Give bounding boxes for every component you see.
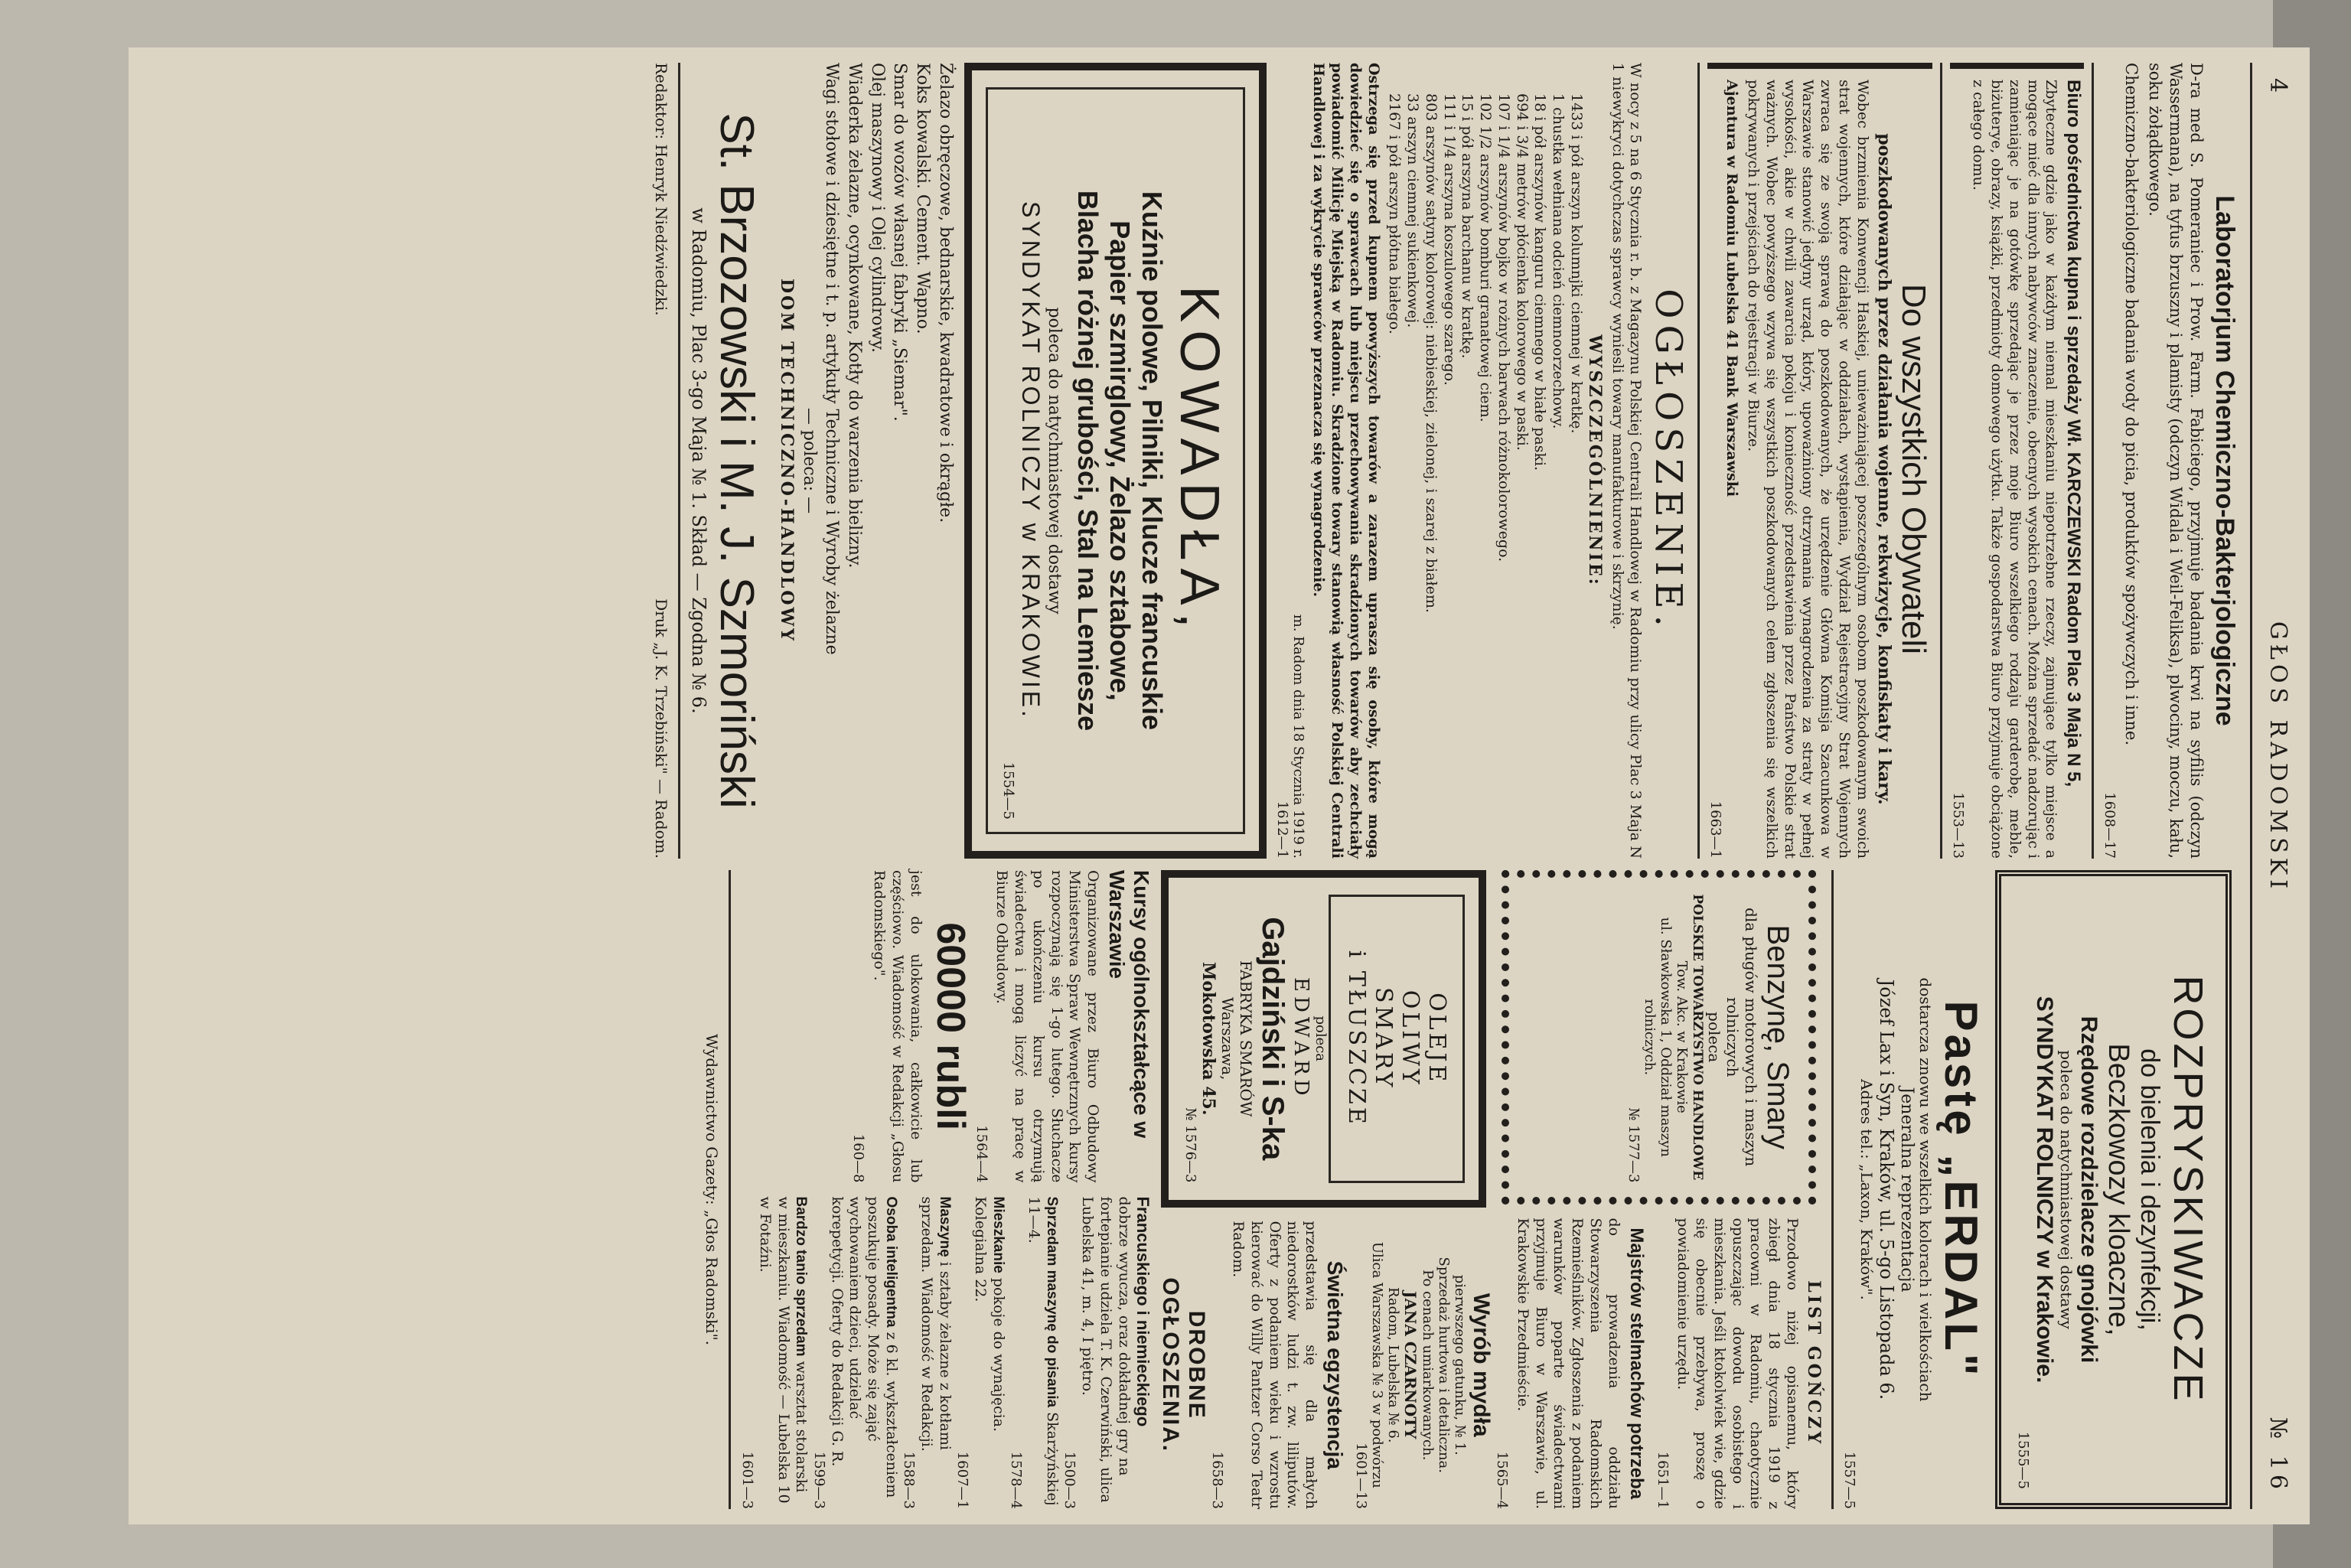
list-item: 1 chustka wełniana odcień ciemnoorzechowy. <box>1550 93 1567 429</box>
erdal-line-1: dostarcza znowu we wszelkich kolorach i wielkościach <box>1916 977 1935 1402</box>
small-ad-text: Skarżyńskiej 11—4. <box>1026 1196 1061 1506</box>
rozpryskiwacze-seller: SYNDYKAT ROLNICZY w Krakowie. <box>2032 996 2057 1384</box>
masthead: GŁOS RADOMSKI <box>2265 621 2291 894</box>
rozpryskiwacze-line-2: Beczkowozy kloaczne, <box>2102 1043 2134 1336</box>
rubli-text: jest do ulokowania, całkowicie lub częściowo. Wiadomość w Redakcji „Głosu Radomskiego". <box>871 870 924 1183</box>
obywatele-ref: 1663—1 <box>1707 800 1724 859</box>
ogloszenie-text: W nocy z 5 na 6 Stycznia r. b. z Magazynu Polskiej Centrali Handlowej w Radomiu przy ulicy Plac 3 Maja N 1 niewykryci dotychczas sprawcy wyniesli towary manufakturowe i skrzynię. <box>1609 63 1645 859</box>
majstrow-ref: 1565—4 <box>1494 1451 1511 1509</box>
rozpryskiwacze-ad <box>1995 870 2232 1509</box>
erdal-ad <box>1841 870 1987 1509</box>
zelazo-dom: DOM TECHNICZNO-HANDLOWY <box>776 279 797 643</box>
oleje-line: OLEJE <box>1423 993 1451 1085</box>
ogloszenie-ad <box>1274 63 1691 859</box>
swietna-title: Świetna egzystencja <box>1323 1260 1348 1469</box>
kowadla-ad <box>964 63 1267 859</box>
kowadla-title: KOWADŁA, <box>1168 285 1230 636</box>
erdal-ref: 1557—5 <box>1841 1451 1857 1509</box>
drobne-title: DROBNE OGŁOSZENIA. <box>1158 1277 1210 1453</box>
benzyna-line-3: ul. Sławkowska 1, Oddział maszyn rolniczych. <box>1642 917 1674 1157</box>
ogloszenie-date: m. Radom dnia 18 Stycznia 1919 r. <box>1290 614 1306 859</box>
lab-text: D-ra med S. Pomeraniec i Prow. Farm. Fabiciego, przyjmuje badania krwi na syfilis (odczyn Wassermana), na tyfus brzuszny i plamisty (odczyn Widala i Weil-Feliksa), plwociny, moczu, kału, soku żołądkowego. <box>2146 63 2206 859</box>
kursy-title: Kursy ogólnokształcące w Warszawie <box>1105 870 1154 1139</box>
small-ad-text: warsztat stolarski w mieszkaniu. Wiadomość — Lubelska 10 w Fotaźni. <box>757 1196 810 1504</box>
small-ad-head: Osoba inteligentna <box>883 1196 899 1328</box>
divider <box>1940 63 1942 859</box>
ogloszenie-items <box>1385 63 1585 859</box>
small-ads <box>739 1197 1154 1510</box>
rozpryskiwacze-line-1: do bielenia i dezynfekcji, <box>2135 1048 2164 1331</box>
rubli-amount: 60000 rubli <box>928 922 973 1131</box>
kowadla-line-2: Papier szmirglowy, Żelazo sztabowe, <box>1104 220 1136 701</box>
rozpryskiwacze-line-3: Rzędowe rozdzielacze gnojówki <box>2076 1015 2102 1364</box>
small-ad <box>1007 1197 1061 1510</box>
biuro-text: Zbyteczne gdzie jako w każdym niemal mieszkaniu niepotrzebne rzeczy, zajmujące tylko miejsce a mogące mieć dla innych nabywców znaczenie, obecnych wysokich cenach. Można sprzedać nadzorując i zamieniając je na gotówkę sprzedając je przez moje Biuro wszelkiego rodzaju garderobę, meble, biżuterye, obrazy, książki, przedmioty domowego użytku. Także gospodarstwa Biuro przyjmuje obciążone z całego domu. <box>1970 80 2060 859</box>
erdal-line-2: Jeneralna reprezentacja <box>1897 1087 1916 1293</box>
small-ad <box>739 1197 810 1510</box>
newspaper-page <box>145 63 2304 1509</box>
list-item: 15 i pół arszyna barchanu w kratkę. <box>1459 93 1476 359</box>
lab-ref: 1608—17 <box>2102 792 2118 859</box>
majstrow-text: do prowadzenia oddziału Stowarzyszenia Radomskich Rzemieślników. Zgłoszenia z podaniem warunków poparte świadectwami przyjmuje Biuro w Warszawie, ul. Krakowskie Przedmieście. <box>1515 1218 1622 1509</box>
small-ad <box>954 1197 1007 1510</box>
erdal-line-3: Józef Lax i Syn, Kraków, ul. 5-go Listopada 6. <box>1876 979 1897 1400</box>
page-header <box>2250 63 2304 1509</box>
small-ad-head: Sprzedam maszynę do pisania <box>1044 1196 1060 1408</box>
wyrob-line-4: Ulica Warszawska № 3 w podwórzu <box>1369 1241 1386 1488</box>
obywatele-title: Do wszystkich Obywateli <box>1894 283 1932 655</box>
wyrob-ad <box>1153 1221 1494 1510</box>
small-ad-head: Francuskiego i niemieckiego <box>1133 1196 1153 1427</box>
small-ad <box>810 1197 901 1510</box>
list-item: 803 arszynów satyny kolorowej: niebieskiej, zielonej, i szarej z białem. <box>1423 93 1440 613</box>
ogloszenie-ref: 1612—1 <box>1273 800 1290 859</box>
oleje-name-2: Gajdziński i S-ka <box>1256 917 1290 1161</box>
editor-credit: Redaktor: Henryk Niedźwiedzki. <box>652 63 671 316</box>
small-ad-ref: 1601—3 <box>739 1451 756 1509</box>
divider <box>2092 63 2095 859</box>
oleje-name-1: EDWARD <box>1290 977 1313 1100</box>
kowadla-ref: 1554—5 <box>999 761 1016 820</box>
zelazo-line: Koks kowalski. Cement. Wapno. <box>913 63 933 334</box>
small-ad-head: Mieszkanie <box>990 1196 1006 1273</box>
kowadla-poleca: poleca do natychmiastowej dostawy <box>1044 307 1064 614</box>
kursy-ad <box>739 870 1154 1183</box>
biuro-title: Biuro pośrednictwa kupna i sprzedaży Wł. KARCZEWSKI Radom Plac 3 Maja N 5, <box>2063 80 2085 787</box>
left-column <box>652 63 2239 859</box>
divider <box>729 870 731 1509</box>
lab-text-2: Chemiczno-bakteriologiczne badania wody do picia, produktów spożywczych i inne. <box>2122 63 2141 746</box>
wyrob-title: Wyrób mydła <box>1469 1293 1495 1437</box>
oleje-ad <box>1161 870 1486 1208</box>
erdal-title: Pastę „ERDAL" <box>1935 1000 1987 1379</box>
printer-credit: Druk „J. K. Trzebiński" — Radom. <box>652 598 671 859</box>
ogloszenie-title: OGŁOSZENIE. <box>1647 288 1691 633</box>
benzyna-ref: № 1577—3 <box>1625 1107 1642 1183</box>
oleje-line: i TŁUSZCZE <box>1343 950 1371 1127</box>
small-ad-text: i sztaby żelazne z kotłami sprzedam. Wiadomość w Redakcji. <box>918 1196 954 1452</box>
obywatele-subtitle: poszkodowanych przez działania wojenne, rekwizycje, konfiskaty i kary. <box>1873 133 1894 805</box>
swietna-ref: 1658—3 <box>1209 1451 1226 1509</box>
issue-number: № 16 <box>2265 1416 2291 1494</box>
oleje-line: SMARY <box>1370 987 1397 1090</box>
kowadla-seller: SYNDYKAT ROLNICZY w KRAKOWIE. <box>1016 201 1045 720</box>
footer-left <box>652 63 670 859</box>
firm-address: w Radomiu, Plac 3-go Maja № 1. Skład — Zgodna № 6. <box>688 207 710 714</box>
small-ad-head: Bardzo tanio sprzedam <box>793 1196 810 1357</box>
zelazo-line: Smar do wozów własnej fabryki „Siemar". <box>890 63 910 422</box>
small-ad-ref: 1588—3 <box>901 1451 918 1509</box>
erdal-line-4: Adres tel.: „Laxon, Kraków". <box>1857 1079 1876 1300</box>
row-kursy-small <box>739 870 1154 1509</box>
zelazo-poleca: — poleca: — <box>799 407 819 514</box>
small-ad <box>1061 1197 1153 1510</box>
list-goncza-title: LIST GOŃCZY <box>1804 1280 1824 1447</box>
list-goncza-ref: 1651—1 <box>1654 1451 1671 1509</box>
benzyna-line-2: Tow. Akc. w Krakowie <box>1674 960 1690 1113</box>
wyrob-line-3: Po cenach umiarkowanych. <box>1420 1270 1436 1461</box>
zelazo-line: Olej maszynowy i Olej cylindrowy. <box>867 63 887 353</box>
wyrob-address: Radom, Lubelska № 6. <box>1385 1286 1402 1443</box>
swietna-text: przedstawia się dla małych niedorostków ludzi t. zw. liliputów. Oferty z podaniem wieku i wzrostu kierować do Willy Pantzer Corso Teatr Radom. <box>1230 1221 1320 1509</box>
list-item: 1433 i pół arszyn kolumnjki ciemnej w kratkę. <box>1568 93 1585 434</box>
list-goncza-ad <box>1494 1218 1824 1510</box>
row-oleje-wyrob <box>1153 870 1494 1509</box>
list-item: 33 arszyn ciemnej sukienkowej. <box>1404 93 1422 328</box>
small-ad-ref: 1578—4 <box>1008 1451 1025 1509</box>
kursy-ref: 1564—4 <box>973 1125 990 1183</box>
wyrob-line-1: pierwszego gatunku, № 1. <box>1452 1274 1469 1456</box>
lab-title: Laboratorjum Chemiczno-Bakterjologiczne <box>2210 195 2239 726</box>
ogloszenie-warning: Ostrzega się przed kupnem powyższych towarów a zarazem uprasza się osoby, które mogą dowiedzieć się o sprawcach lub miejscu przechowywania skradzionych towarów aby zechciały powiadomić Milicję Miejską w Radomiu. Skradzione towary stanowią własność Polskiej Centrali Handlowej i za wykrycie sprawców przeznacza się wynagrodzenie. <box>1310 63 1382 859</box>
obywatele-address: Ajentura w Radomiu Lubelska 41 Bank Warszawski <box>1723 80 1741 497</box>
wyrob-name: JANA CZARNOTY <box>1401 1291 1420 1439</box>
list-item: 111 i 1/4 arszyna koszulowego szarego. <box>1440 93 1458 386</box>
rozpryskiwacze-title: ROZPRYSKIWACZE <box>2165 975 2211 1404</box>
small-ad-ref: 1599—3 <box>811 1451 827 1509</box>
oleje-city: Warszawa, <box>1218 997 1237 1081</box>
oleje-address: Mokotowska 45. <box>1198 961 1219 1116</box>
zelazo-line: Żelazo obręczowe, bednarskie, kwadratowe i okrągłe. <box>935 63 955 523</box>
majstrow-title: Majstrów stelmachów potrzeba <box>1625 1227 1647 1500</box>
benzyna-ad <box>1502 870 1816 1205</box>
small-ad-text: z 6 kl. wykształceniem poszukuje posady. Może się zająć wychowaniem dzieci, udzielać korepetycji. Oferty do Redakcji G. R. <box>828 1196 900 1498</box>
rozpryskiwacze-poleca: poleca do natychmiastowej dostawy <box>2057 1050 2075 1329</box>
kowadla-line-3: Blacha różnej grubości, Stal na Lemiesze <box>1071 190 1104 732</box>
oleje-poleca: poleca <box>1312 1015 1329 1062</box>
rubli-ref: 160—8 <box>850 1133 867 1183</box>
firm-name: St. Brzozowski i M. J. Szmoriński <box>710 112 764 809</box>
zelazo-line: Wiaderka żelazne, ocynkowane, Kotły do warzenia bielizny. <box>845 63 864 569</box>
lab-ad <box>2102 63 2240 859</box>
benzyna-line-1: dla pługów motorowych i maszyn rolniczych <box>1723 908 1760 1167</box>
list-item: 102 1/2 arszynów bomburi granatowej ciem. <box>1477 93 1495 422</box>
obywatele-ad <box>1708 63 1932 859</box>
list-item: 107 i 1/4 arszynów bojko w rożnych barwach różnokolorowego. <box>1495 93 1512 562</box>
obywatele-text: Wobec brzmienia Konwencji Haskiej, unieważniającej poszczególnym osobom poszkodowanym swoich strat wojennych, które działając w oddziałach, wystąpienia, Wydział Rejestracyjny Strat Wojennych zwraca się ze swoją sprawą do poszkodowanych, że urzędzenie Główna Komisja Szacunkowa w Warszawie stanowić jedyny urząd, który, upoważniony otrzymania wynagrodzenia za straty w pełnej wysokości, akie w chwili zawarcia pokoju i konieczność przedstawienia przez Państwo Polskie strat ważnych. Wobec powyższego wzywa się wszystkich poszkodowanych celem zgłoszenia się wszelkich pokrywanych i przejściach do rejestracji w Biurze. <box>1745 80 1871 859</box>
small-ad-head: Maszynę <box>937 1196 953 1257</box>
benzyna-title: Benzynę, Smary <box>1761 924 1795 1149</box>
list-item: 694 i 3/4 metrów płócienka kolorowego w paski. <box>1513 93 1531 451</box>
divider <box>1698 63 1700 859</box>
benzyna-seller: POLSKIE TOWARZYSTWO HANDLOWE <box>1690 894 1705 1181</box>
zelazo-ad <box>774 63 957 859</box>
row-benzyna-list <box>1494 870 1824 1509</box>
biuro-ad <box>1950 63 2085 859</box>
small-ad <box>900 1197 954 1510</box>
divider <box>678 63 680 859</box>
divider <box>1831 870 1834 1509</box>
small-ad-text: dobrze wyucza, oraz dokładnej gry na fortepianie udziela T. K. Czerwiński, ulica Lubelska 41, m. 4, I piętro. <box>1079 1196 1133 1503</box>
rozpryskiwacze-ref: 1555—5 <box>2015 1431 2031 1489</box>
list-goncza-text: Przodowo niżej opisanemu, który zbiegł dnia 18 stycznia 1919 z pracowni w Radomiu, chaotycznie opuszczając dowodu osobistego i mieszkania. Jeśli ktokolwiek wie, gdzie się obecnie przebywa, proszę o powiadomienie urzędu. <box>1674 1218 1801 1509</box>
page-number: 4 <box>2265 78 2291 98</box>
right-column <box>703 870 2239 1509</box>
small-ad-text: pokoje do wynajęcia. Kolegialna 22. <box>972 1196 1007 1433</box>
wyrob-line-2: Sprzedaż hurtowa i detaliczna. <box>1436 1257 1453 1473</box>
kursy-text: Organizowane przez Biuro Odbudowy Ministerstwa Spraw Wewnętrznych kursy rozpoczynają się 1-go lutego. Słuchacze po ukończeniu kursu otrzymują świadectwa i mogą liczyć na pracę w Biurze Odbudowy. <box>993 870 1102 1183</box>
wyrob-ref: 1601—13 <box>1353 1442 1370 1509</box>
publisher-credit: Wydawnictwo Gazety: „Głos Radomski". <box>702 1033 721 1346</box>
biuro-ref: 1553—13 <box>1949 792 1966 859</box>
list-item: 18 i pół arszynów kanguru ciemnego w białe paski. <box>1531 93 1549 471</box>
oleje-line: OLIWY <box>1397 989 1424 1087</box>
zelazo-line: Wagi stołowe i dziesiętne i t. p. artykuły Techniczne i Wyroby żelazne <box>822 63 842 655</box>
small-ad-ref: 1607—1 <box>954 1451 971 1509</box>
oleje-ref: № 1576—3 <box>1182 1107 1199 1183</box>
small-ad-ref: 1500—3 <box>1061 1451 1078 1509</box>
ogloszenie-list-title: WYSZCZEGÓLNIENIE: <box>1585 334 1605 587</box>
kowadla-line-1: Kuźnie polowe, Pilniki, Klucze francuskie <box>1136 191 1168 731</box>
list-item: 2167 i pół arszyn płótna białego. <box>1386 93 1404 334</box>
benzyna-poleca: poleca <box>1705 1012 1723 1063</box>
oleje-fab: FABRYKA SMARÓW <box>1237 960 1256 1117</box>
